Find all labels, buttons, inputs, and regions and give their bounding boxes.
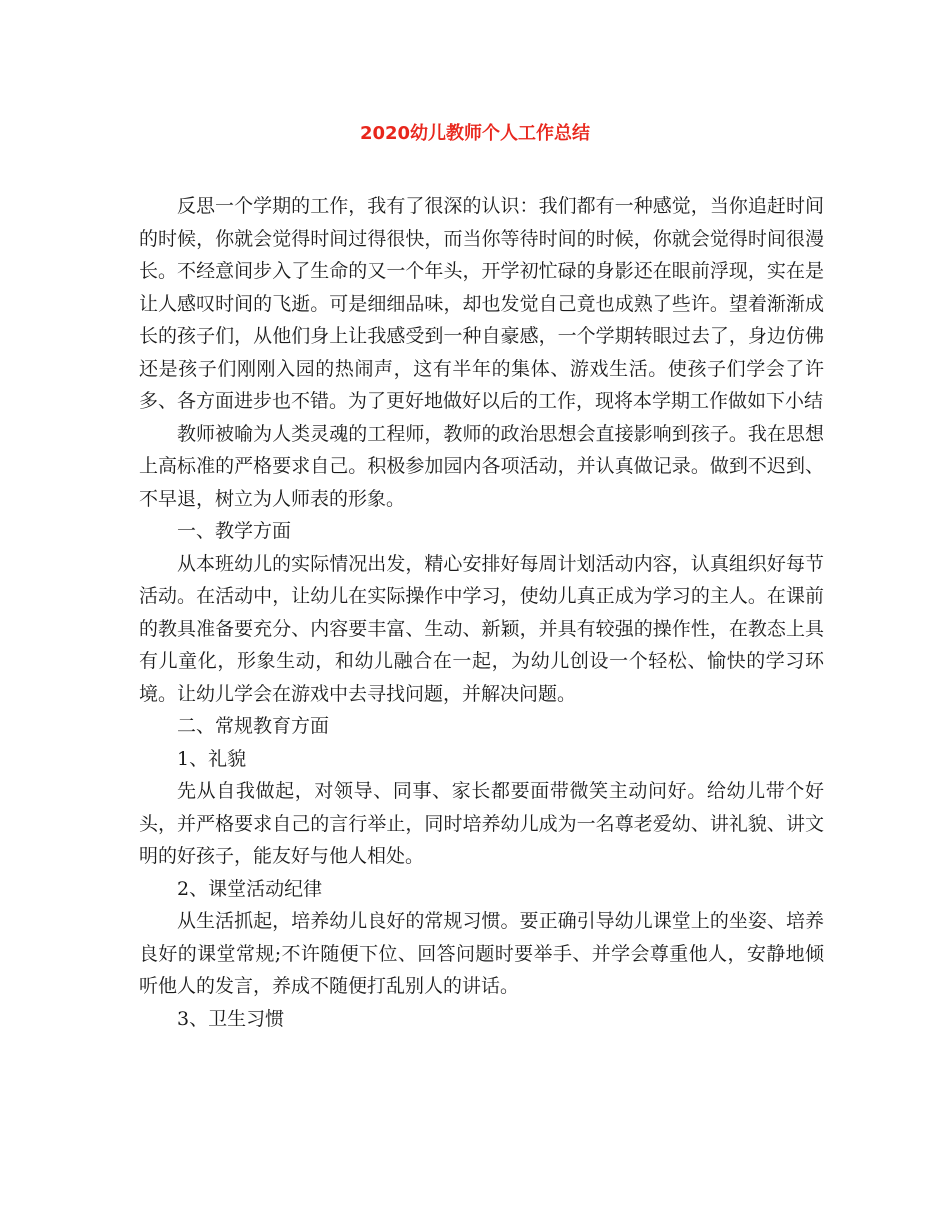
paragraph-manners: 先从自我做起，对领导、同事、家长都要面带微笑主动问好。给幼儿带个好头，并严格要求自己的言行举止，同时培养幼儿成为一名尊老爱幼、讲礼貌、讲文明的好孩子，能友好与他人相处。 xyxy=(139,780,824,867)
paragraph-political-thought: 教师被喻为人类灵魂的工程师，教师的政治思想会直接影响到孩子。我在思想上高标准的严格要求自己。积极参加园内各项活动，并认真做记录。做到不迟到、不早退，树立为人师表的形象。 xyxy=(139,422,824,510)
paragraph-teaching: 从本班幼儿的实际情况出发，精心安排好每周计划活动内容，认真组织好每节活动。在活动中，让幼儿在实际操作中学习，使幼儿真正成为学习的主人。在课前的教具准备要充分、内容要丰富、生动、新颖，并具有较强的操作性，在教态上具有儿童化，形象生动，和幼儿融合在一起，为幼儿创设一个轻松、愉快的学习环境。让幼儿学会在游戏中去寻找问题，并解决问题。 xyxy=(139,552,824,705)
document-body xyxy=(139,190,824,1035)
paragraph-class-discipline: 从生活抓起，培养幼儿良好的常规习惯。要正确引导幼儿课堂上的坐姿、培养良好的课堂常规;不许随便下位、回答问题时要举手、并学会尊重他人，安静地倾听他人的发言，养成不随便打乱别人的讲话。 xyxy=(139,910,824,997)
section-heading-teaching: 一、教学方面 xyxy=(177,520,292,542)
subheading-class-discipline: 2、课堂活动纪律 xyxy=(177,877,323,900)
document-title: 2020幼儿教师个人工作总结 xyxy=(359,123,591,144)
section-heading-routine-education: 二、常规教育方面 xyxy=(177,715,330,737)
subheading-manners: 1、礼貌 xyxy=(177,747,247,770)
paragraph-intro: 反思一个学期的工作，我有了很深的认识：我们都有一种感觉，当你追赶时间的时候，你就会觉得时间过得很快，而当你等待时间的时候，你就会觉得时间很漫长。不经意间步入了生命的又一个年头，开学初忙碌的身影还在眼前浮现，实在是让人感叹时间的飞逝。可是细细品味，却也发觉自己竟也成熟了些许。望着渐渐成长的孩子们，从他们身上让我感受到一种自豪感，一个学期转眼过去了，身边仿佛还是孩子们刚刚入园的热闹声，这有半年的集体、游戏生活。使孩子们学会了许多、各方面进步也不错。为了更好地做好以后的工作，现将本学期工作做如下小结 xyxy=(139,195,824,412)
subheading-hygiene-habits: 3、卫生习惯 xyxy=(177,1007,285,1030)
